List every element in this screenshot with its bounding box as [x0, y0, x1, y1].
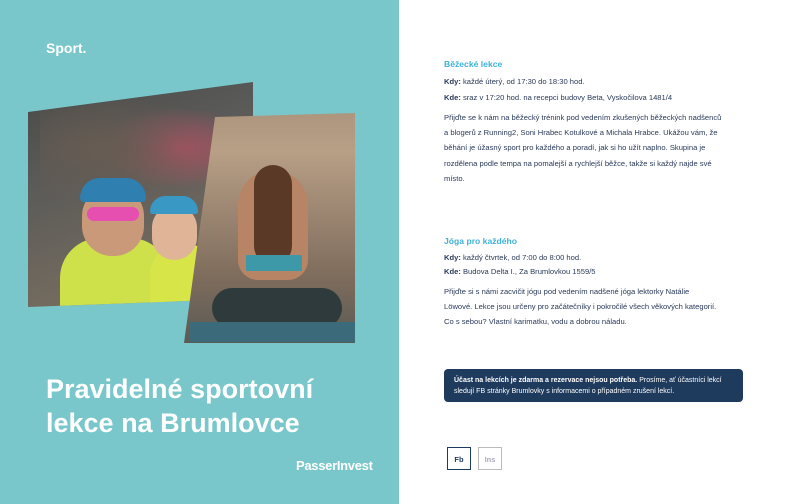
running-desc-line: rozdělena podle tempa na pomalejší a rychlejší běžce, takže si každý najde své — [444, 158, 712, 168]
yoga-description — [444, 284, 744, 330]
headline-line-1: Pravidelné sportovní — [46, 374, 314, 404]
running-description — [444, 110, 744, 186]
runner-cap-right — [150, 196, 198, 214]
info-notice — [444, 369, 743, 402]
running-desc-line: běhání je úžasný sport pro každého a poradí, jak si ho užít naplno. Skupina je — [444, 143, 706, 153]
yoga-desc-line: Přijďte si s námi zacvičit jógu pod vedením nadšené jóga lektorky Natálie — [444, 287, 690, 296]
yoga-when — [444, 252, 746, 264]
yoga-title: Jóga pro každého — [444, 236, 518, 246]
running-where-value: sraz v 17:20 hod. na recepci budovy Beta, Vyskočilova 1481/4 — [460, 93, 673, 102]
running-when — [444, 76, 746, 88]
instagram-button[interactable]: Ins — [478, 447, 502, 470]
yoga-desc-line: Co s sebou? Vlastní karimatku, vodu a dobrou náladu. — [444, 317, 627, 327]
yogi-top — [246, 255, 302, 271]
running-desc-line: a blogerů z Running2, Soni Hrabec Kotulkové a Michala Hrabce. Ukážou vám, že — [444, 128, 718, 138]
headline-line-2: lekce na Brumlovce — [46, 408, 300, 438]
running-desc-line: místo. — [444, 173, 465, 183]
running-where-label: Kde: — [444, 93, 461, 102]
yoga-mat — [190, 322, 360, 342]
running-where — [444, 92, 746, 104]
notice-line-2: sledují FB stránky Brumlovky s informacemi o případném zrušení lekcí. — [454, 388, 675, 395]
notice-bold: Účast na lekcích je zdarma a rezervace nejsou potřeba. — [454, 377, 638, 384]
yoga-when-value: každý čtvrtek, od 7:00 do 8:00 hod. — [460, 253, 582, 262]
page-title — [46, 372, 366, 440]
yoga-where — [444, 266, 746, 278]
runner-cap-left — [80, 178, 146, 202]
notice-text — [454, 375, 736, 397]
notice-rest: Prosíme, ať účastníci lekcí — [637, 377, 722, 384]
yogi-hair — [254, 165, 292, 265]
section-label: Sport. — [46, 40, 87, 56]
yoga-when-label: Kdy: — [444, 253, 461, 262]
yoga-desc-line: Löwové. Lekce jsou určeny pro začátečníky i pokročilé všech věkových kategorií. — [444, 302, 717, 312]
notice-line-1 — [454, 375, 736, 386]
running-when-label: Kdy: — [444, 77, 461, 86]
passerinvest-logo: PasserInvest — [296, 458, 373, 473]
yoga-where-label: Kde: — [444, 267, 461, 276]
running-when-value: každé úterý, od 17:30 do 18:30 hod. — [460, 77, 585, 86]
runner-sunglasses — [87, 207, 139, 221]
running-title: Běžecké lekce — [444, 59, 503, 69]
facebook-button[interactable]: Fb — [447, 447, 471, 470]
running-desc-line: Přijďte se k nám na běžecký trénink pod vedením zkušených běžeckých nadšenců — [444, 113, 722, 122]
yoga-where-value: Budova Delta I., Za Brumlovkou 1559/5 — [460, 267, 596, 276]
